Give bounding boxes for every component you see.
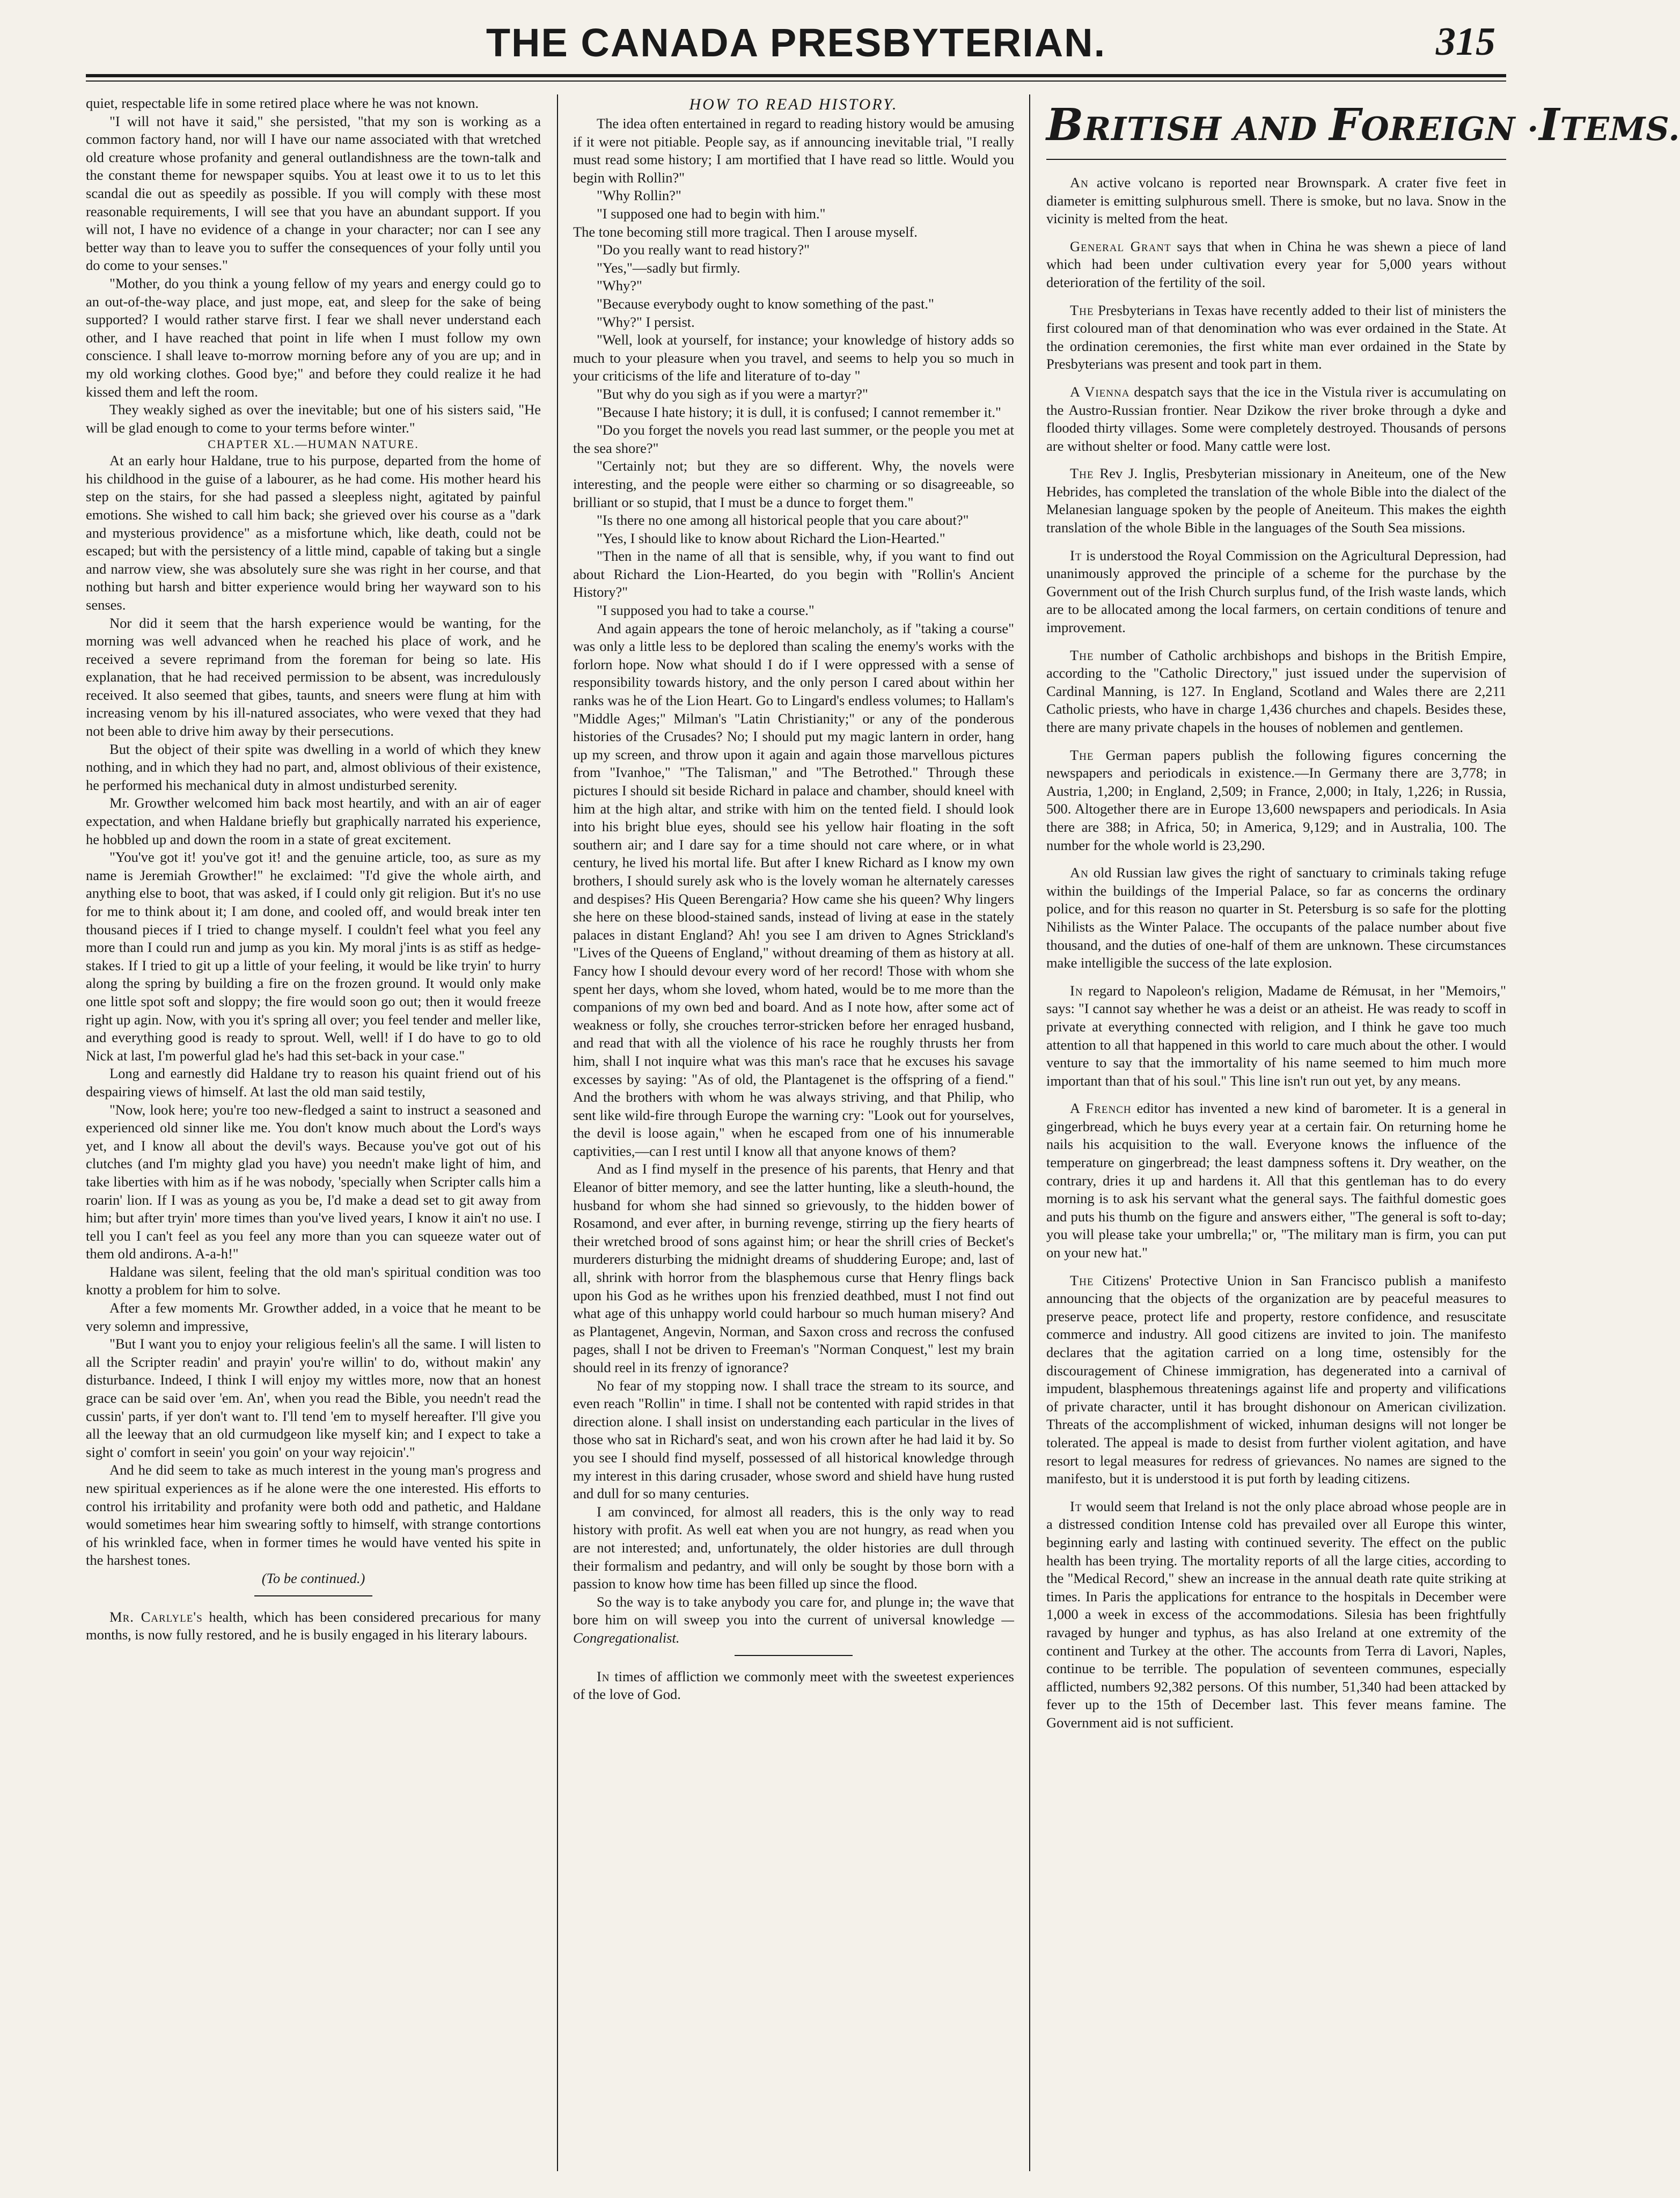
news-item [1046,982,1506,1090]
paragraph: "Do you forget the novels you read last summer, or the people you met at the sea shore?" [573,422,1014,456]
paragraph: "Because I hate history; it is dull, it is confused; I cannot remember it." [596,404,1001,420]
column-3-british-foreign-items [1030,94,1680,2171]
paragraph: "Now, look here; you're too new-fledged a saint to instruct a seasoned and experienced old sinner like me. You don't know much about the Lord's ways yet, and I know all about the devil's ways. Because you've got out of his clutches (and I'm mighty glad you have) you needn't make light of him, and take liberties with him as if he was nobody, 'specially when Scripter calls him a roarin' lion. If I was as young as you be, I'd make a dead set to git away from him; but after tryin' more times than you've lived years, I know it ain't no use. I tell you I can't feel as you feel any more than you can squeeze water out of them old andirons. A-a-h!" [86,1101,541,1262]
paragraph: They weakly sighed as over the inevitable; but one of his sisters said, "He will be glad enough to come to your terms before winter." [86,401,541,436]
news-item [1046,746,1506,855]
section-divider [254,1595,372,1596]
column-2-history-article [558,94,1029,2171]
item-text: regard to Napoleon's religion, Madame de Rémusat, in her "Memoirs," says: "I cannot say whether he was a deist or an atheist. He was ready to scoff in private at everything connected with religion, and I think he gave too much attention to all that happened in this world to care much about the other. I would venture to say that the immortality of his name seemed to him much more important than that of his soul." This line isn't run out yet, by any means. [1046,982,1506,1089]
item-lead: The [1070,1272,1094,1288]
paragraph: Nor did it seem that the harsh experience would be wanting, for the morning was well advanced when he reached his place of work, and he received a severe reprimand from the foreman for being so late. His explanation, that he had received permission to be absent, was incredulously received. It also seemed that gibes, taunts, and sneers were flung at him with increasing venom by his ill-natured associates, who were vexed that they had not been able to drive him away by their persecutions. [86,614,541,739]
item-text: Rev J. Inglis, Presbyterian missionary in Aneiteum, one of the New Hebrides, has completed the translation of the whole Bible into the dialect of the Melanesian language spoken by the people of Aneiteum. This makes the eighth translation of the whole Bible in the languages of the South Sea missions. [1046,465,1506,536]
paragraph: "Well, look at yourself, for instance; your knowledge of history adds so much to your pleasure when you travel, and seems to help you so much in your criticisms of the life and literature of to-day " [573,332,1014,384]
item-text: times of affliction we commonly meet with the sweetest experiences of the love of God. [573,1668,1014,1703]
news-item [1046,1100,1506,1262]
section-heading: BRITISH AND FOREIGN ·ITEMS. [1046,94,1506,160]
item-lead: It [1070,547,1082,563]
paragraph: And as I find myself in the presence of his parents, that Henry and that Eleanor of bitter memory, and see the latter hunting, like a sleuth-hound, the husband for whom she had sinned so grievously, to the hidden bower of Rosamond, and ever after, in burning revenge, stirring up the fiery hearts of their wretched brood of sons against him; or hear the shrill cries of Becket's murderers disturbing the midnight dreams of shuddering Europe; and, last of all, shrink with horror from the blasphemous curse that Henry flings back upon his God as he writhes upon his frenzied deathbed, must I not find out what age of this unhappy world could harbour so much human misery? And as Plantagenet, Angevin, Norman, and Saxon cross and recross the confused pages, shall I not be driven to Freeman's "Norman Conquest," lest my brain should reel in its frenzy of ignorance? [573,1161,1014,1375]
item-text: editor has invented a new kind of barometer. It is a general in gingerbread, which he buys every year at a certain fair. On returning home he nails his acquisition to the wall. Everyone knows the influence of the temperature on gingerbread; the least dampness softens it. Dry weather, on the contrary, dries it up and hardens it. All that this gentleman has to do every morning is to ask his servant what the general says. The faithful domestic goes and puts his thumb on the figure and answers either, "The general is soft to-day; you will please take your umbrella;" or, "The military man is firm, you can put on your new hat." [1046,1100,1506,1261]
paragraph: The idea often entertained in regard to reading history would be amusing if it were not pitiable. People say, as if announcing inevitable trial, "I really must read some history; I am mortified that I have read so little. Would you begin with Rollin?" [573,115,1014,186]
item-lead: An [1070,174,1089,191]
section-divider [735,1655,853,1656]
news-item [1046,302,1506,373]
paragraph: "I supposed you had to take a course." [596,602,815,619]
item-text: number of Catholic archbishops and bishops in the British Empire, according to the "Catholic Directory," just issued under the supervision of Cardinal Manning, is 127. In England, Scotland and Wales there are 2,211 Catholic priests, who have in charge 1,436 churches and chapels. Besides these, there are many private chapels in the houses of noblemen and gentlemen. [1046,647,1506,735]
news-item [1046,238,1506,292]
item-lead: The [1070,465,1094,482]
paragraph: "Yes,"—sadly but firmly. [596,259,740,276]
paragraph: "But why do you sigh as if you were a martyr?" [596,385,868,402]
item-lead: The [1070,746,1094,763]
paragraph: At an early hour Haldane, true to his purpose, departed from the home of his childhood in the guise of a labourer, as he had come. His mother heard his step on the stairs, for she had passed a sleepless night, agitated by painful emotions. She wished to call him back; she grieved over his course as a "dark and mysterious providence" as a misfortune which, like death, could not be escaped; but with the persistency of a little mind, capable of taking but a single and narrow view, she was absolutely sure she was right in her course, and that nothing but harsh and bitter experience would bring her wayward son to his senses. [86,452,541,613]
item-lead: The [1070,302,1094,318]
article-attribution: —Congregationalist. [573,1611,1014,1646]
chapter-heading: CHAPTER XL.—HUMAN NATURE. [208,437,419,451]
paragraph: No fear of my stopping now. I shall trace the stream to its source, and even reach "Rollin" in time. I shall not be contented with rapid strides in that direction alone. I shall insist on understanding each particular in the lives of those who sat in Richard's seat, and won his crown after he had laid it by. So you see I should find myself, possessed of all historical knowledge through my interest in this daring crusader, whose sword and shield have hung rusted and dull for so many centuries. [573,1377,1014,1502]
paragraph: "Do you really want to read history?" [596,241,810,258]
item-text: says that when in China he was shewn a piece of land which had been under cultivation every year for 5,000 years without deterioration of the fertility of the soil. [1046,238,1507,290]
item-lead: A Vienna [1070,383,1130,400]
news-item [1046,864,1506,972]
item-text: German papers publish the following figures concerning the newspapers and periodicals in existence.—In Germany there are 3,778; in Austria, 1,200; in England, 2,509; in France, 2,000; in Italy, 1,226; in Russia, 500. Altogether there are in Europe 13,600 newspapers and periodicals. In Asia there are 388; in Africa, 50; in America, 9,129; and in Australia, 100. The number for the whole world is 23,290. [1046,746,1506,853]
news-item [1046,465,1506,537]
paragraph [573,1593,1014,1647]
newspaper-title: THE CANADA PRESBYTERIAN. [486,20,1106,65]
news-item [1046,174,1506,228]
paragraph: "Is there no one among all historical people that you care about?" [596,512,969,529]
paragraph: Mr. Growther welcomed him back most heartily, and with an air of eager expectation, and when Haldane briefly but graphically narrated his experience, he hobbled up and down the room in a state of great excitement. [86,795,541,847]
paragraph: "But I want you to enjoy your religious feelin's all the same. I will listen to all the Scripter readin' and prayin' you're willin' to do, without makin' any disturbance. Indeed, I think I will enjoy my wittles more, now that an honest grace can be said over 'em. An', when you read the Bible, you needn't read the cussin' parts, if yer don't want to. I'll tend 'em to myself hereafter. I'll give you all the leeway that an old curmudgeon like myself kin; and I expect to take a sight o' comfort in seein' you goin' on your way rejoicin'." [86,1336,541,1460]
news-item [1046,547,1506,637]
item-lead: An [1070,864,1089,881]
paragraph: "Why Rollin?" [596,187,681,204]
columns [86,94,1680,2171]
item-text: old Russian law gives the right of sanctuary to criminals taking refuge within the buildings of the Imperial Palace, so far as concerns the ordinary police, and for this reason no quarter in St. Petersburg is so safe for the plotting Nihilists as the Winter Palace. The occupants of the palace number about five thousand, and the duties of one-half of them are unknown. These circumstances make intelligible the success of the late explosion. [1046,864,1506,971]
item-lead: A French [1070,1100,1132,1117]
masthead [86,16,1506,70]
article-title: HOW TO READ HISTORY. [689,96,898,113]
paragraph: "Why?" [596,277,642,294]
item-text: despatch says that the ice in the Vistula river is accumulating on the Austro-Russian frontier. Near Dzikow the river broke through a dyke and flooded thirty villages. Some were completely destroyed. Thousands of persons are without shelter or food. Many cattle were lost. [1046,383,1506,454]
paragraph: And he did seem to take as much interest in the young man's progress and new spiritual experiences as if he alone were the one interested. His efforts to control his irritability and profanity were both odd and pathetic, and Haldane would sometimes hear him swearing softly to himself, with strange contortions of his wrinkled face, when in former times he would have vented his spite in the harshest tones. [86,1462,541,1569]
item-lead: It [1070,1498,1082,1514]
page-number: 315 [1436,20,1495,64]
item-lead: In [596,1668,610,1684]
paragraph: And again appears the tone of heroic melancholy, as if "taking a course" was only a little less to be deplored than scaling the enemy's works with the forlorn hope. Now what should I do if I were oppressed with a sense of responsibility towards history, and the only person I cared about within her ranks was he of the Lion Heart. Go to Lingard's endless volumes; to Hallam's "Middle Ages;" Milman's "Latin Christianity;" or any of the ponderous histories of the Crusades? No; I should put my magic lantern in order, hang up my screen, and throw upon it again and again those marvellous pictures from "Ivanhoe," "The Talisman," and "The Betrothed." Through these pictures I should sit beside Richard in palace and chamber, should kneel with him at the high altar, and strike with him on the tented field. I should look into his bright blue eyes, should see his yellow hair floating in the soft southern air; and I dare say for a time should not care where, or in what century, he lived his mortal life. But after I knew Richard as I know my own brothers, I should surely ask who is the lovely woman he alternately caresses and despises? His Queen Berengaria? How came she his queen? Why lingers she here on these blood-stained sands, instead of living at ease in the stately palaces in distant England? Ah! you see I am driven to Agnes Strickland's "Lives of the Queens of England," without dreaming of them as history at all. Fancy how I should devour every word of her record! Those with whom she spent her days, whom she loved, whom hated, would be to me more than the companions of my own bed and board. And as I note how, after some act of weakness or folly, she crouches terror-stricken before her enraged husband, and read that with all the violence of his race he roughly thrusts her from him, shall I not inquire what was this man's race that he excuses his savage excesses by saying: "As of old, the Plantagenet is the offspring of a fiend." And the brothers with whom he was always striving, and that Philip, who sent like wild-fire through Europe the warning cry: "Look out for yourselves, the devil is loose again," when he escaped from one of his innumerable captivities,—can I rest until I know all that anyone knows of them? [573,620,1014,1159]
to-be-continued-note: (To be continued.) [261,1570,365,1586]
closing-note [573,1668,1014,1704]
paragraph: "Why?" I persist. [596,313,695,330]
paragraph: "Mother, do you think a young fellow of my years and energy could go to an out-of-the-way place, and just mope, eat, and sleep for the sake of being supported? I would rather starve first. I fear we shall never understand each other, and I have reached that point in life when I must follow my own conscience. I shall leave to-morrow morning before any of you are up; and in my old working clothes. Good bye;" and before they could realize it he had kissed them and left the room. [86,275,541,400]
paragraph: After a few moments Mr. Growther added, in a voice that he meant to be very solemn and impressive, [86,1300,541,1334]
paragraph: Long and earnestly did Haldane try to reason his quaint friend out of his despairing views of himself. At last the old man said testily, [86,1065,541,1100]
paragraph: "Yes, I should like to know about Richard the Lion-Hearted." [596,530,945,546]
paragraph: "I will not have it said," she persisted, "that my son is working as a common factory hand, nor will I have our name associated with that wretched old creature whose profanity and general outlandishness are the town-talk and the constant theme for newspaper squibs. You at least owe it to us to let this scandal die out as speedily as possible. If you will comply with these most reasonable requirements, I will see that you have an abundant support. If you will not, I have no evidence of a change in your character; nor can I see any better way than to leave you to suffer the consequences of your folly until you do come to your senses." [86,113,541,274]
item-lead: In [1070,982,1083,999]
paragraph: I am convinced, for almost all readers, this is the only way to read history with profit. As well eat when you are not hungry, as read when you are not interested; and, unfortunately, the older histories are dull through their formalism and pedantry, and will only be sought by those born with a passion to know how time has been filled up since the flood. [573,1503,1014,1592]
paragraph: "I supposed one had to begin with him." [596,206,826,222]
item-text: health, which has been considered precarious for many months, is now fully restored, and he is busily engaged in his literary labours. [86,1608,541,1643]
news-item [1046,1498,1506,1732]
masthead-rule-thin [86,80,1506,82]
masthead-rule-thick [86,74,1506,77]
paragraph: "Because everybody ought to know something of the past." [596,295,934,312]
item-lead: Mr. Carlyle's [109,1608,203,1625]
news-item [1046,647,1506,737]
paragraph-text: So the way is to take anybody you care for, and plunge in; the wave that bore him on will sweep you into the current of universal knowledge [573,1593,1014,1628]
item-lead: The [1070,647,1094,663]
paragraph: The tone becoming still more tragical. Then I arouse myself. [573,223,918,240]
item-text: Citizens' Protective Union in San Francisco publish a manifesto announcing that the objects of the organization are by peaceful measures to preserve peace, protect life and property, restore confidence, and resuscitate commerce and industry. All good citizens are invited to join. The manifesto declares that the agitation carried on a long time, ostensibly for the discouragement of Chinese immigration, has degenerated into a carnival of impudent, blasphemous threatenings against life and property and vilifications of private character, until it has brought dishonour on American civilization. Threats of the accomplishment of wicked, inhuman designs will not longer be tolerated. The appeal is made to desist from further violent agitation, and have resort to legal measures for redress of grievances. No names are signed to the manifesto, but it is understood it is put forth by leading citizens. [1046,1272,1506,1487]
news-item [1046,383,1506,455]
paragraph: "Then in the name of all that is sensible, why, if you want to find out about Richard the Lion-Hearted, do you begin with "Rollin's Ancient History?" [573,548,1014,600]
paragraph: "Certainly not; but they are so different. Why, the novels were interesting, and the people were either so charming or so disagreeable, so brilliant or so stupid, that I must be a dunce to forget them." [573,458,1014,510]
column-1-serial-story [86,94,557,2171]
paragraph: "You've got it! you've got it! and the genuine article, too, as sure as my name is Jeremiah Growther!" he exclaimed: "I'd give the whole airth, and anything else to boot, that was asked, if I could only git religion. But it's no use for me to think about it; I am done, and cooled off, and would break inter ten thousand pieces if I tried to change myself. I couldn't feel what you feel any more than I could run and jump as you kin. My moral j'ints is as stiff as hedge-stakes. If I tried to git up a little of your feeling, it would be like tryin' to hurry along the spring by building a fire on the frozen ground. It would only make one little spot soft and sloppy; the fire would soon go out; then it would freeze right up agin. Now, with you it's spring all over; you feel tender and meller like, and everything good is ready to sprout. Well, well! if I do have to go to old Nick at last, I'm powerful glad he's had this set-back in your case." [86,849,541,1064]
item-lead: General Grant [1070,238,1171,254]
news-item [1046,1272,1506,1488]
carlyle-news-item [86,1608,541,1644]
paragraph: But the object of their spite was dwelling in a world of which they knew nothing, and in which they had no part, and, almost oblivious of their existence, he performed his mechanical duty in almost undisturbed serenity. [86,741,541,793]
item-text: would seem that Ireland is not the only place abroad whose people are in a distressed condition Intense cold has prevailed over all Europe this winter, beginning early and lasting with continued severity. The effect on the public health has been trying. The mortality reports of all the large cities, according to the "Medical Record," shew an increase in the annual death rate quite striking at times. In Paris the applications for entrance to the hospitals in December were 1,000 a week in excess of the accommodations. Silesia has been frightfully ravaged by hunger and typhus, as has also Ireland at one extremity of the continent and Turkey at the other. The accounts from Terra di Lavori, Naples, continue to be terrible. The population of seventeen communes, especially afflicted, numbers 92,382 persons. Of this number, 51,340 had been attacked by fever up to the 15th of December last. This fever means famine. The Government aid is not sufficient. [1046,1498,1506,1731]
item-text: active volcano is reported near Brownspark. A crater five feet in diameter is emitting sulphurous smell. There is smoke, but no lava. Snow in the vicinity is melted from the heat. [1046,174,1506,227]
paragraph: quiet, respectable life in some retired place where he was not known. [86,95,479,111]
paragraph: Haldane was silent, feeling that the old man's spiritual condition was too knotty a problem for him to solve. [86,1263,541,1298]
item-text: Presbyterians in Texas have recently added to their list of ministers the first coloured man of that denomination who was ever ordained in the State. At the ordination ceremonies, the first white man ever ordained in the State by Presbyterians was present and took part in them. [1046,302,1506,372]
item-text: is understood the Royal Commission on the Agricultural Depression, had unanimously approved the principle of a scheme for the purchase by the Government out of the Irish Church surplus fund, of the Irish waste lands, which are to be allocated among the local farmers, on certain conditions of tenure and improvement. [1046,547,1506,636]
